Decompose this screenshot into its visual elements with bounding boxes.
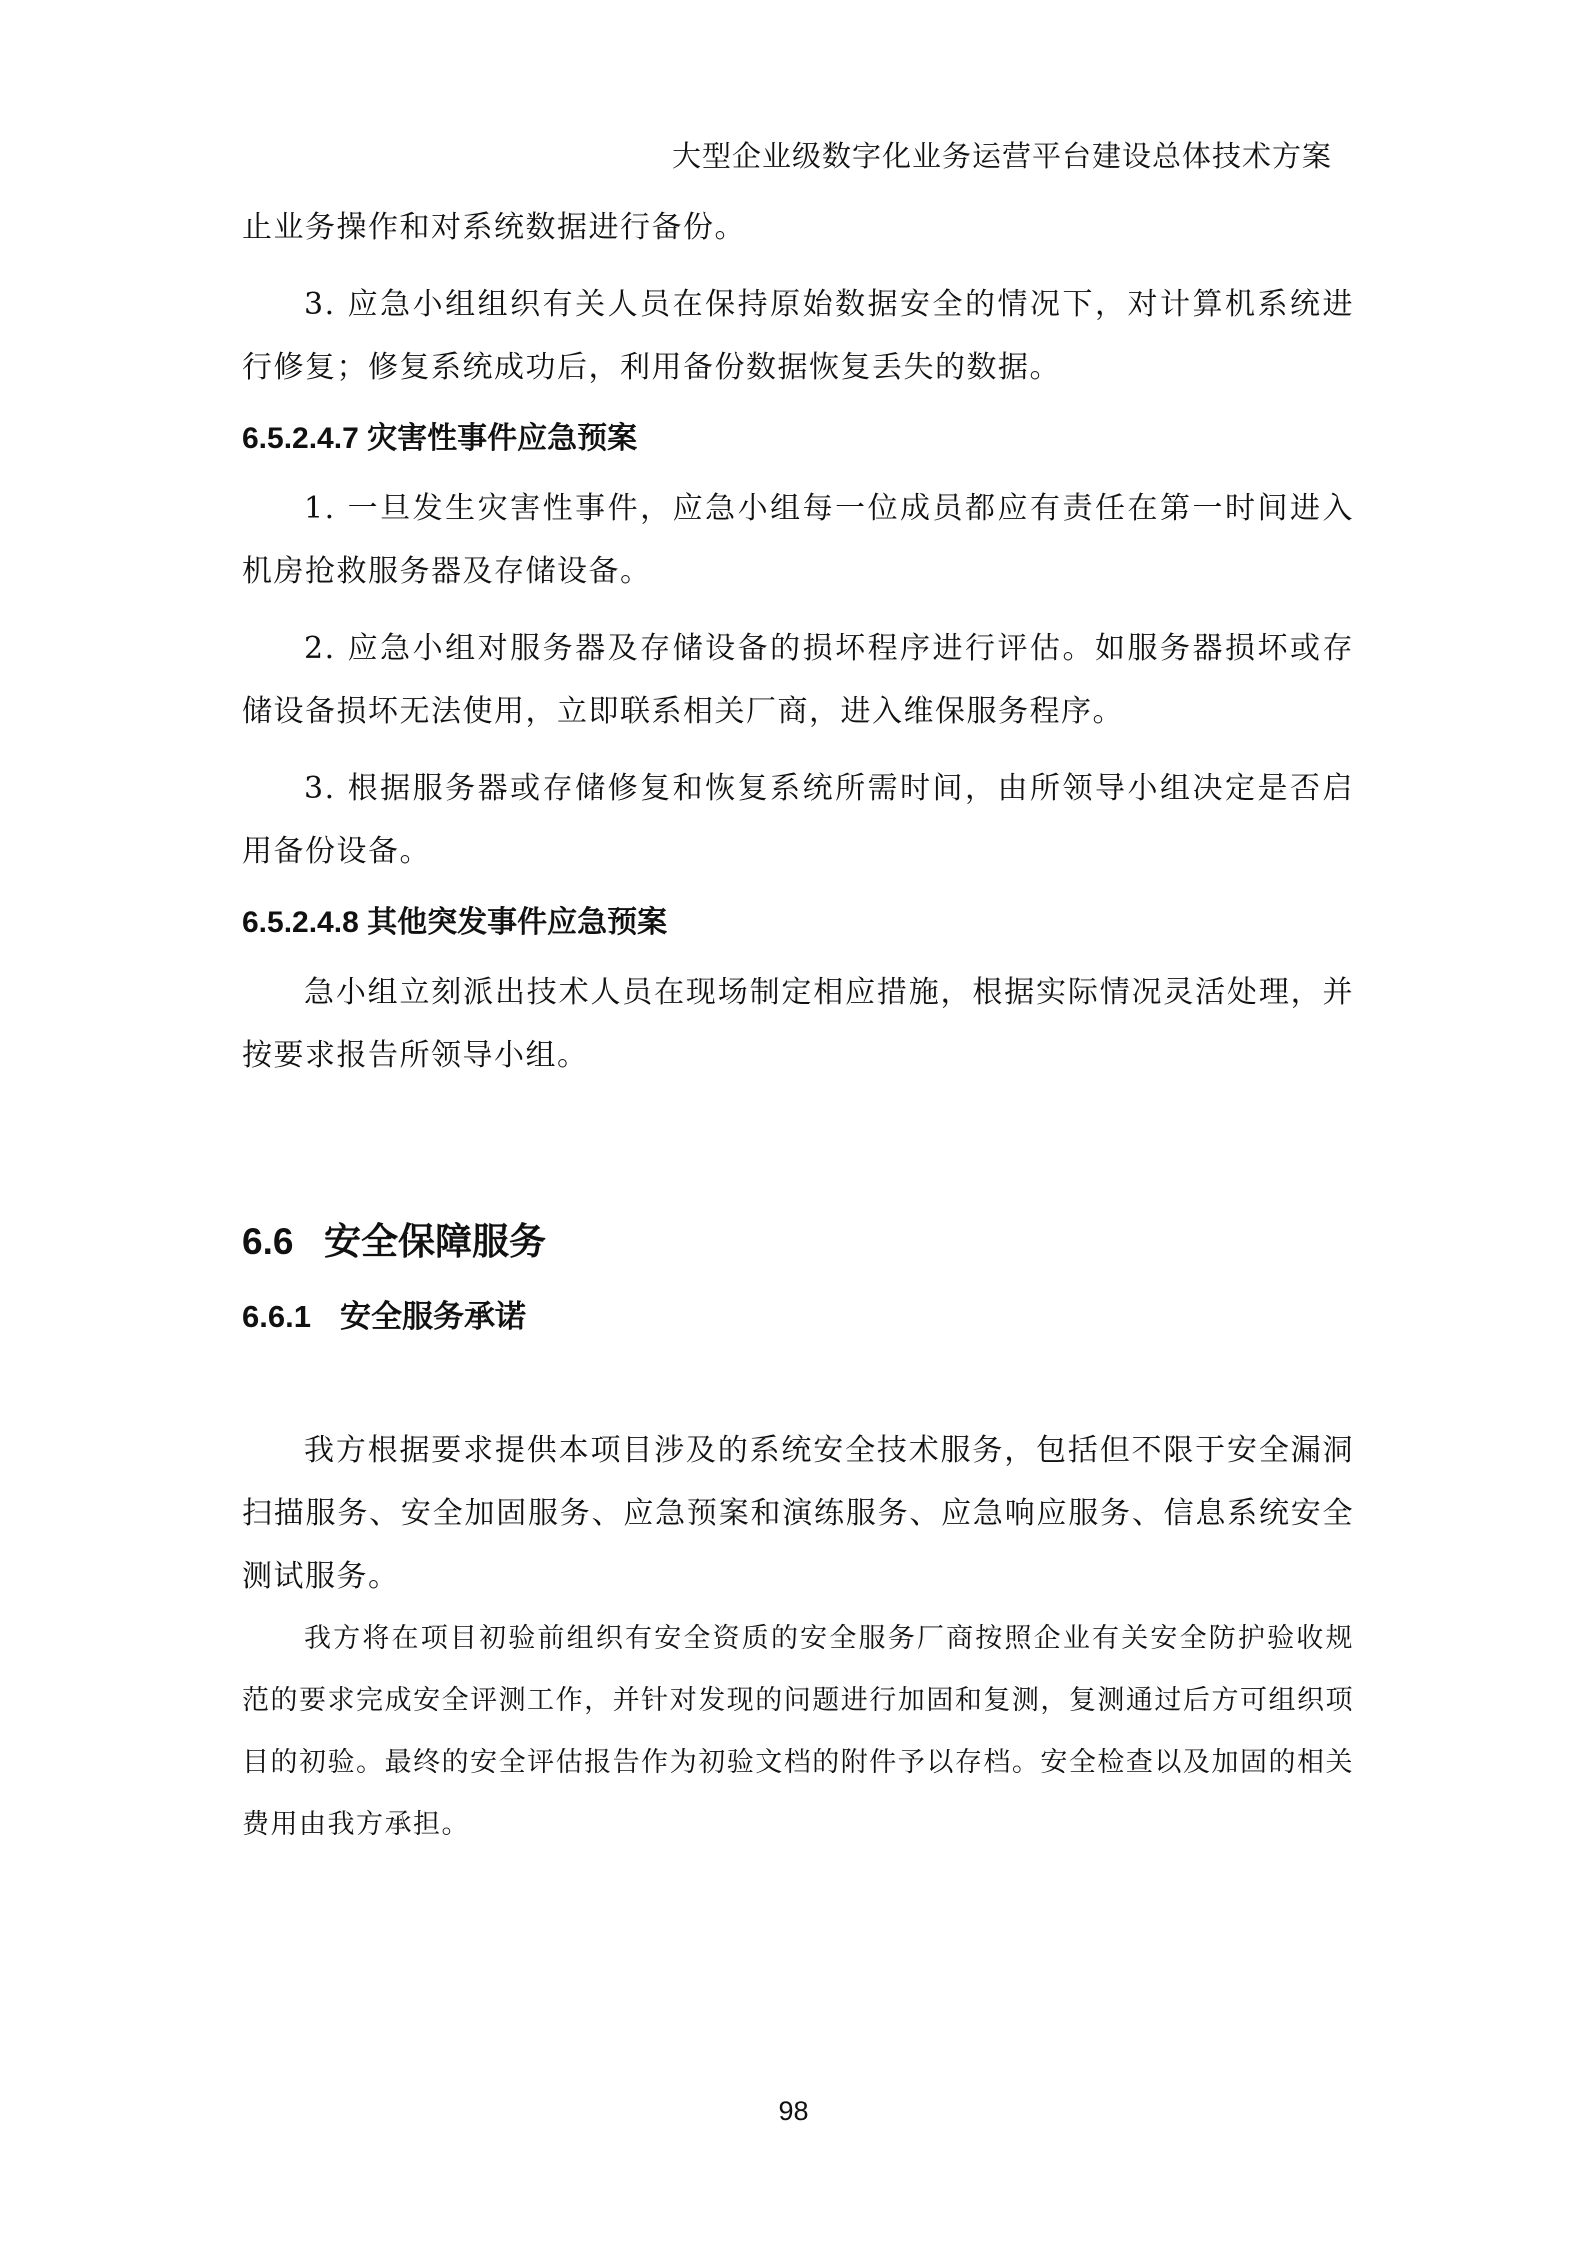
heading-6-6-title: 安全保障服务 bbox=[324, 1221, 546, 1262]
paragraph-other-emergency: 急小组立刻派出技术人员在现场制定相应措施，根据实际情况灵活处理，并按要求报告所领导小组。 bbox=[242, 975, 1354, 1073]
paragraph-continued: 止业务操作和对系统数据进行备份。 bbox=[242, 210, 746, 245]
heading-6-6 bbox=[242, 1217, 1354, 1267]
page-content bbox=[242, 196, 1354, 1856]
paragraph-disaster-step-3: 3. 根据服务器或存储修复和恢复系统所需时间，由所领导小组决定是否启用备份设备。 bbox=[242, 771, 1354, 869]
heading-6-6-1-number: 6.6.1 bbox=[242, 1299, 311, 1334]
paragraph-disaster-step-1: 1. 一旦发生灾害性事件，应急小组每一位成员都应有责任在第一时间进入机房抢救服务器及存储设备。 bbox=[242, 491, 1354, 589]
paragraph-recovery-step-3: 3. 应急小组组织有关人员在保持原始数据安全的情况下，对计算机系统进行修复；修复系统成功后，利用备份数据恢复丢失的数据。 bbox=[242, 287, 1354, 385]
heading-6-6-1-title: 安全服务承诺 bbox=[340, 1299, 526, 1334]
header-rule bbox=[242, 182, 1354, 183]
heading-6-6-number: 6.6 bbox=[242, 1221, 294, 1262]
heading-6-5-2-4-7: 6.5.2.4.7 灾害性事件应急预案 bbox=[242, 422, 638, 455]
page-number: 98 bbox=[778, 2096, 809, 2126]
heading-6-5-2-4-8: 6.5.2.4.8 其他突发事件应急预案 bbox=[242, 906, 668, 939]
heading-6-6-1 bbox=[242, 1295, 1354, 1339]
paragraph-security-commitment: 我方将在项目初验前组织有安全资质的安全服务厂商按照企业有关安全防护验收规范的要求完成安全评测工作，并针对发现的问题进行加固和复测，复测通过后方可组织项目的初验。最终的安全评估报告作为初验文档的附件予以存档。安全检查以及加固的相关费用由我方承担。 bbox=[242, 1623, 1354, 1840]
paragraph-security-services: 我方根据要求提供本项目涉及的系统安全技术服务，包括但不限于安全漏洞扫描服务、安全加固服务、应急预案和演练服务、应急响应服务、信息系统安全测试服务。 bbox=[242, 1433, 1354, 1594]
paragraph-disaster-step-2: 2. 应急小组对服务器及存储设备的损坏程序进行评估。如服务器损坏或存储设备损坏无法使用，立即联系相关厂商，进入维保服务程序。 bbox=[242, 631, 1354, 729]
running-header: 大型企业级数字化业务运营平台建设总体技术方案 bbox=[671, 139, 1332, 173]
